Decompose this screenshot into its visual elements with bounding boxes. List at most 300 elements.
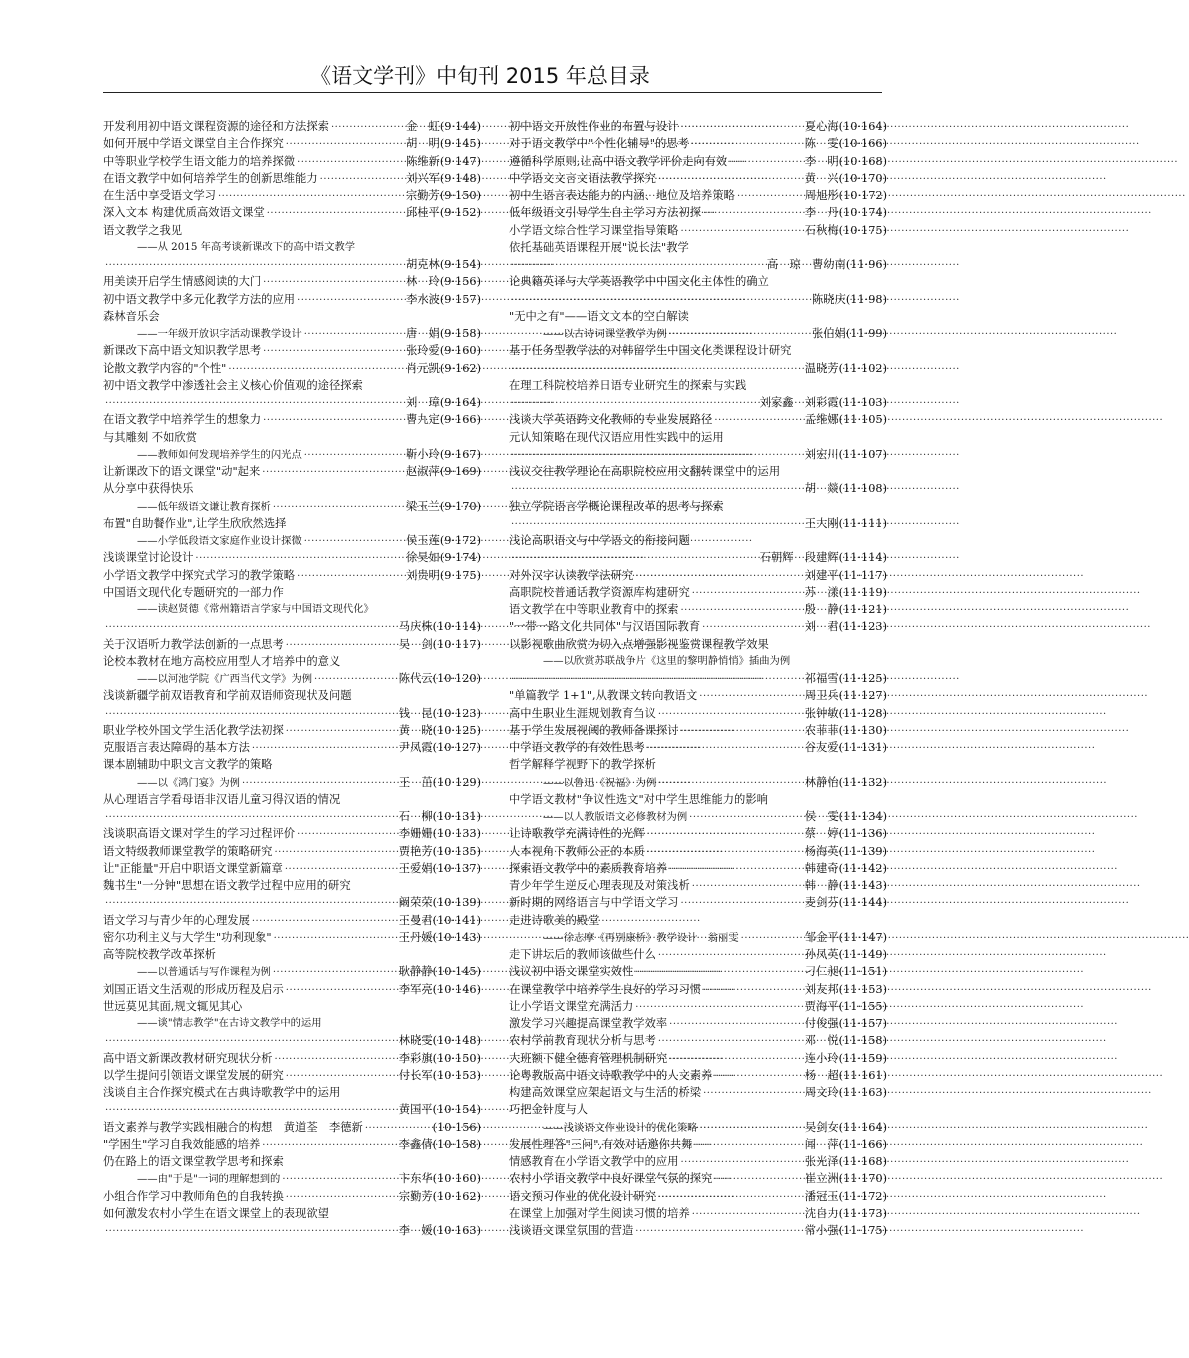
toc-entry (509, 1222, 887, 1239)
toc-entry (509, 618, 887, 635)
toc-leader-dots (697, 688, 804, 705)
toc-entry (103, 291, 481, 308)
toc-entry (509, 1050, 887, 1067)
toc-leader-dots (103, 1102, 399, 1119)
toc-entry-title: 初中语文教学中渗透社会主义核心价值观的途径探索 (103, 378, 363, 392)
toc-entry (509, 567, 887, 584)
toc-entry-title: 如何激发农村小学生在语文课堂上的表现欲望 (103, 1206, 329, 1220)
toc-entry-title: 巧把金针度与人 (509, 1103, 589, 1117)
toc-entry-author-page: 徐昊如(9·174) (405, 551, 481, 565)
toc-title-line (103, 653, 481, 670)
toc-entry-author-page: 赵淑萍(9·169) (405, 465, 481, 478)
toc-title-line (103, 1084, 481, 1101)
toc-entry-title: 如何开展中学语文课堂自主合作探究 (103, 137, 284, 151)
toc-entry-title: ——以古诗词课堂教学为例 (543, 328, 667, 340)
toc-entry-author-page: 刘家鑫 刘彩霞(11·103) (759, 396, 887, 409)
toc-entry-title: 小组合作学习中教师角色的自我转换 (103, 1189, 284, 1203)
toc-entry-author-page: 刘友邦(11·153) (804, 982, 887, 996)
toc-entry-title: 高中语文新课改教材研究现状分析 (103, 1051, 273, 1065)
toc-entry (103, 1136, 481, 1153)
toc-entry (509, 929, 887, 946)
toc-leader-dots (103, 1033, 399, 1050)
toc-entry (509, 739, 887, 756)
toc-title-line (103, 480, 481, 497)
toc-author-line (509, 394, 887, 411)
toc-entry-author-page: 苏 漾(11·119) (804, 585, 887, 599)
toc-entry-title: 魏书生"一分钟"思想在语文教学过程中应用的研究 (103, 879, 351, 892)
toc-entry-title: 中等职业学校学生语文能力的培养探微 (103, 154, 296, 168)
toc-entry-author-page: 李鑫倩(10·158) (398, 1137, 481, 1151)
toc-author-line (509, 515, 887, 532)
toc-entry-title: 基于任务型教学法的对韩留学生中国文化类课程设计研究 (509, 344, 792, 358)
toc-entry-author-page: 宗勤芳(9·150) (405, 189, 481, 202)
toc-leader-dots (656, 947, 805, 964)
toc-entry (509, 894, 887, 911)
toc-entry-title: 在课堂教学中培养学生良好的学习习惯 (509, 982, 702, 996)
toc-entry-author-page: 李彩旗(10·150) (398, 1051, 481, 1065)
toc-title-line (509, 791, 887, 808)
toc-entry (509, 705, 887, 722)
toc-entry (103, 170, 481, 187)
toc-entry (103, 411, 481, 428)
toc-leader-dots (509, 550, 760, 567)
toc-entry-author-page: 吴 剑(10·117) (398, 637, 481, 651)
toc-leader-dots (261, 343, 406, 360)
toc-title-line (509, 532, 887, 549)
toc-subtitle-line (509, 653, 887, 670)
toc-entry (103, 549, 481, 566)
toc-entry (509, 170, 887, 187)
toc-entry-author-page: 李 媛(10·163) (398, 1224, 481, 1237)
toc-entry-title: 初中语文教学中多元化教学方法的应用 (103, 292, 296, 306)
toc-entry-title: 让"正能量"开启中职语文课堂新篇章 (103, 861, 283, 875)
toc-entry (509, 601, 887, 618)
toc-entry (103, 360, 481, 377)
toc-entry (103, 825, 481, 842)
toc-entry-author-page: 陈 雯(10·166) (804, 137, 887, 151)
toc-column-right (509, 118, 887, 1239)
toc-entry-author-page: 肖元凯(9·162) (405, 361, 481, 375)
toc-entry-author-page: 胡克林(9·154) (405, 258, 481, 271)
toc-entry (103, 843, 481, 860)
toc-entry-author-page: 吴剑女(11·164) (804, 1120, 887, 1134)
toc-title-line (103, 377, 481, 394)
toc-entry-author-page: 农菲菲(11·130) (804, 723, 887, 737)
toc-subtitle-line (103, 1015, 481, 1032)
toc-entry-author-page: 林 玲(9·156) (405, 275, 481, 289)
toc-entry-author-page: 闻 萍(11·166) (804, 1137, 887, 1151)
toc-entry-author-page: 常小强(11·175) (804, 1224, 887, 1237)
toc-leader-dots (302, 447, 406, 464)
toc-title-line (509, 756, 887, 773)
toc-leader-dots (265, 205, 406, 222)
toc-entry (509, 998, 887, 1015)
toc-entry-title: 低年级语文引导学生自主学习方法初探 (509, 206, 702, 220)
toc-entry-title: 中学语文文言文语法教学探究 (509, 171, 656, 185)
toc-title-line (103, 584, 481, 601)
toc-leader-dots (667, 1016, 805, 1033)
toc-entry-author-page: 石秋梅(10·175) (804, 223, 887, 237)
toc-entry (103, 670, 481, 687)
toc-entry-title: ——以人教版语文必修教材为例 (543, 811, 688, 823)
toc-entry (103, 1050, 481, 1067)
toc-leader-dots (295, 568, 406, 585)
toc-entry (509, 1205, 887, 1222)
toc-entry-title: 与其雕刻 不如欣赏 (103, 430, 197, 444)
toc-leader-dots (260, 464, 406, 481)
toc-entry-title: 小学语文教学中探究式学习的教学策略 (103, 568, 296, 582)
toc-entry (509, 1119, 887, 1136)
toc-entry (103, 135, 481, 152)
toc-entry-title: ——从 2015 年高考谈新课改下的高中语文教学 (137, 240, 356, 253)
toc-leader-dots (656, 1189, 805, 1206)
toc-leader-dots (656, 171, 805, 188)
toc-entry-author-page: 刁仁昶(11·151) (804, 965, 887, 979)
toc-leader-dots (678, 1154, 804, 1171)
toc-leader-dots (261, 274, 406, 291)
toc-entry (509, 1067, 887, 1084)
toc-entry-title: 深入文本 构建优质高效语文课堂 (103, 206, 265, 220)
toc-entry (509, 153, 887, 170)
toc-entry-title: 依托基础英语课程开展"说长法"教学 (509, 240, 689, 254)
toc-leader-dots (103, 895, 399, 912)
toc-entry-author-page: 贾艳芳(10·135) (398, 844, 481, 858)
toc-title-line (509, 429, 887, 446)
toc-leader-dots (712, 412, 804, 429)
toc-entry-title: 让新课改下的语文课堂"动"起来 (103, 465, 261, 478)
toc-entry-title: 走进诗歌美的殿堂 (509, 913, 600, 927)
toc-leader-dots (193, 550, 406, 567)
toc-entry-author-page: 刘 璋(9·164) (405, 396, 481, 409)
toc-entry-title: 论校本教材在地方高校应用型人才培养中的意义 (103, 654, 341, 668)
toc-leader-dots (284, 136, 406, 153)
toc-leader-dots (678, 223, 804, 240)
toc-entry (103, 325, 481, 342)
toc-entry-author-page: 邓 悦(11·158) (804, 1034, 887, 1048)
toc-entry-title: 论粤教版高中语文诗歌教学中的人文素养 (509, 1068, 713, 1082)
toc-entry-author-page: 曹九定(9·166) (405, 413, 481, 427)
toc-entry (509, 1015, 887, 1032)
toc-entry-title: 浅谈职高语文课对学生的学习过程评价 (103, 827, 296, 841)
toc-leader-dots (103, 257, 406, 274)
toc-entry-title: 让小学语文课堂充满活力 (509, 999, 634, 1013)
toc-title-line (509, 273, 887, 290)
toc-author-line (509, 480, 887, 497)
toc-leader-dots (363, 1120, 433, 1137)
toc-entry-title: 情感教育在小学语文教学中的应用 (509, 1155, 679, 1168)
toc-entry-title: 语文学习与青少年的心理发展 (103, 913, 250, 927)
toc-title-line (509, 239, 887, 256)
toc-entry-title: 在语文教学中如何培养学生的创新思维能力 (103, 171, 318, 185)
toc-entry (509, 1032, 887, 1049)
toc-entry-author-page: 沈自力(11·173) (804, 1206, 887, 1220)
toc-author-line (103, 1032, 481, 1049)
toc-leader-dots (690, 878, 805, 895)
toc-leader-dots (656, 775, 805, 792)
toc-entry-title: 布置"自助餐作业",让学生欣欣然选择 (103, 516, 287, 530)
toc-entry-title: 开发利用初中语文课程资源的途径和方法探索 (103, 120, 329, 133)
toc-leader-dots (667, 861, 805, 878)
toc-leader-dots (633, 568, 804, 585)
toc-entry-title: 初中生语言表达能力的内涵、地位及培养策略 (509, 189, 735, 202)
toc-entry-author-page: 李水波(9·157) (405, 292, 481, 306)
toc-leader-dots (509, 516, 805, 533)
toc-leader-dots (329, 119, 406, 136)
toc-entry-author-page: 石朝辉 段建辉(11·114) (759, 551, 887, 565)
toc-entry-author-page: 卞东华(10·160) (398, 1172, 481, 1186)
toc-entry (509, 1084, 887, 1101)
toc-author-line (103, 894, 481, 911)
toc-entry-title: 语文教学之我见 (103, 223, 183, 237)
toc-leader-dots (645, 826, 805, 843)
toc-entry-title: 高职院校普通话教学资源库构建研究 (509, 585, 690, 599)
toc-leader-dots (739, 930, 805, 947)
toc-column-left (103, 118, 481, 1239)
toc-leader-dots (701, 205, 805, 222)
toc-leader-dots (678, 602, 804, 619)
toc-entry (509, 325, 887, 342)
toc-title-line (103, 687, 481, 704)
toc-entry-title: "一带一路文化共同体"与汉语国际教育 (509, 620, 701, 634)
toc-entry-author-page: 付长军(10·153) (398, 1068, 481, 1082)
toc-title-line (103, 429, 481, 446)
toc-entry-author-page: 祁福雪(11·125) (804, 672, 887, 685)
toc-entry-author-page: 金 虹(9·144) (405, 120, 481, 133)
toc-leader-dots (656, 706, 805, 723)
toc-entry-title: 以学生提问引领语文课堂发展的研究 (103, 1068, 284, 1082)
toc-title-line (103, 1205, 481, 1222)
toc-title-line (509, 342, 887, 359)
toc-entry (509, 808, 887, 825)
toc-leader-dots (712, 1171, 804, 1188)
toc-entry (103, 963, 481, 980)
toc-leader-dots (271, 964, 399, 981)
toc-leader-dots (509, 361, 805, 378)
toc-title-line (509, 308, 887, 325)
toc-leader-dots (284, 1189, 399, 1206)
toc-entry (103, 981, 481, 998)
toc-entry-title: 浅论高职语文与中学语文的衔接问题 (509, 534, 690, 547)
toc-entry-title: ——以《鸿门宴》为例 (137, 776, 240, 789)
toc-entry-title: 关于汉语听力教学法创新的一点思考 (103, 637, 284, 651)
toc-title-line (103, 515, 481, 532)
toc-leader-dots (678, 723, 804, 740)
toc-entry-title: ——以欣赏苏联战争片《这里的黎明静悄悄》插曲为例 (543, 654, 791, 667)
toc-entry-title: 对于语文教学中"个性化辅导"的思考 (509, 137, 689, 151)
toc-entry-author-page: 周卫兵(11·127) (804, 689, 887, 703)
toc-entry-author-page: 王丹媛(10·143) (398, 930, 481, 944)
toc-leader-dots (240, 775, 399, 792)
toc-author-line (509, 549, 887, 566)
toc-entry-author-page: 麦剑芬(11·144) (804, 896, 887, 910)
toc-leader-dots (678, 895, 804, 912)
toc-entry-title: 从分享中获得快乐 (103, 482, 194, 496)
toc-entry-title: 初中语文开放性作业的布置与设计 (509, 120, 679, 133)
toc-entry (103, 446, 481, 463)
toc-leader-dots (687, 809, 805, 826)
toc-leader-dots (509, 292, 812, 309)
toc-entry-author-page: 高 琼 曹幼南(11·96) (766, 258, 887, 271)
toc-entry (509, 411, 887, 428)
toc-entry (103, 929, 481, 946)
toc-entry-author-page: 刘宏川(11·107) (804, 447, 887, 461)
toc-entry-author-page: 连小玲(11·159) (804, 1051, 887, 1065)
toc-entry (103, 1067, 481, 1084)
toc-entry-author-page: 陈维新(9·147) (405, 154, 481, 168)
toc-entry-author-page: 周旭彤(10·172) (804, 189, 887, 202)
toc-entry (103, 774, 481, 791)
toc-entry-title: 元认知策略在现代汉语应用性实践中的运用 (509, 430, 724, 444)
toc-entry-title: ——浅谈语文作业设计的优化策略 (543, 1121, 698, 1134)
toc-title-line (509, 1101, 887, 1118)
toc-leader-dots (103, 395, 406, 412)
toc-leader-dots (667, 326, 812, 343)
toc-title-line (509, 912, 887, 929)
toc-leader-dots (250, 913, 399, 930)
toc-leader-dots (633, 964, 804, 981)
toc-entry-title: 高等院校教学改革探析 (103, 948, 216, 961)
toc-title-line (103, 998, 481, 1015)
toc-entry-title: 基于学生发展视阈的教师备课探讨 (509, 723, 679, 737)
toc-entry-author-page: 潘冠玉(11·172) (804, 1189, 887, 1203)
toc-leader-dots (103, 809, 399, 826)
toc-entry (103, 204, 481, 221)
toc-entry-author-page: 邹金平(11·147) (804, 930, 887, 944)
toc-entry-title: 探索语文教学中的素质教育培养 (509, 861, 668, 875)
toc-entry (509, 722, 887, 739)
toc-leader-dots (701, 982, 805, 999)
toc-leader-dots (697, 1120, 804, 1137)
toc-entry (509, 1170, 887, 1187)
toc-entry-author-page: 石 柳(10·131) (398, 810, 481, 823)
toc-leader-dots (509, 395, 760, 412)
toc-author-line (103, 1222, 481, 1239)
toc-leader-dots (103, 1223, 399, 1240)
toc-entry-title: 遵循科学原则,让高中语文教学评价走向有效 (509, 154, 728, 168)
toc-leader-dots (280, 1171, 398, 1188)
toc-entry-author-page: 张钟敏(11·128) (804, 706, 887, 720)
toc-entry (103, 722, 481, 739)
toc-leader-dots (284, 1068, 399, 1085)
toc-entry-author-page: 黄 兴(10·170) (804, 171, 887, 185)
toc-entry-title: 在生活中享受语文学习 (103, 189, 216, 202)
toc-title-line (103, 308, 481, 325)
toc-entry-title: "学困生"学习自我效能感的培养 (103, 1137, 261, 1151)
toc-entry-author-page: 韩建奇(11·142) (804, 861, 887, 875)
toc-leader-dots (260, 1137, 399, 1154)
toc-entry (509, 118, 887, 135)
toc-entry-author-page: 李姗姗(10·133) (398, 827, 481, 841)
toc-author-line (103, 705, 481, 722)
toc-entry-title: 课本剧辅助中职文言文教学的策略 (103, 758, 273, 772)
toc-entry-title: 在课堂上加强对学生阅读习惯的培养 (509, 1206, 690, 1220)
toc-entry-author-page: 李 明(10·168) (804, 154, 887, 168)
toc-entry-title: 人本视角下教师公正的本质 (509, 844, 645, 858)
toc-author-line (103, 394, 481, 411)
toc-leader-dots (295, 292, 406, 309)
toc-subtitle-line (103, 239, 481, 256)
toc-entry-title: 对外汉字认读教学法研究 (509, 568, 634, 582)
toc-entry-author-page: 杨 超(11·161) (804, 1068, 887, 1082)
toc-entry-title: 新时期的网络语言与中学语文学习 (509, 896, 679, 910)
toc-entry-author-page: 付俊强(11·157) (804, 1017, 887, 1030)
toc-entry-title: ——徐志摩《再别康桥》教学设计 翁丽雯 (543, 931, 739, 944)
toc-leader-dots (284, 982, 399, 999)
toc-entry-title: 在语文教学中培养学生的想象力 (103, 413, 262, 427)
toc-entry-title: 用美读开启学生情感阅读的大门 (103, 275, 262, 289)
toc-entry-title: 从心理语言学看母语非汉语儿童习得汉语的情况 (103, 792, 341, 806)
toc-entry-author-page: 谷友爱(11·131) (804, 741, 887, 754)
toc-entry (103, 1119, 481, 1136)
toc-entry-author-page: 王爱娟(10·137) (398, 861, 481, 875)
toc-leader-dots (509, 481, 805, 498)
toc-entry-title: 刘国正语文生活观的形成历程及启示 (103, 982, 284, 996)
toc-author-line (509, 670, 887, 687)
toc-author-line (103, 808, 481, 825)
toc-entry-title: 高中生职业生涯规划教育刍议 (509, 706, 656, 720)
toc-entry (509, 825, 887, 842)
toc-entry (509, 877, 887, 894)
toc-entry (509, 774, 887, 791)
toc-leader-dots (692, 1137, 804, 1154)
toc-entry-author-page: 尹凤霞(10·127) (398, 741, 481, 754)
toc-entry-author-page: 胡 明(9·145) (405, 137, 481, 151)
toc-entry-author-page: 刘兴军(9·148) (405, 171, 481, 185)
toc-entry-title: 论典籍英译与大学英语教学中中国文化主体性的确立 (509, 275, 769, 289)
toc-entry-title: 森林音乐会 (103, 309, 160, 323)
toc-entry-title: 新课改下高中语文知识教学思考 (103, 344, 262, 358)
toc-entry-title: 浅谈大学英语跨文化教师的专业发展路径 (509, 413, 713, 427)
toc-entry-title: 浅谈课堂讨论设计 (103, 551, 194, 565)
toc-author-line (509, 360, 887, 377)
toc-entry-author-page: 黄 晓(10·125) (398, 723, 481, 737)
toc-entry-author-page: 孟维娜(11·105) (804, 413, 887, 427)
toc-entry-title: 中国语文现代化专题研究的一部力作 (103, 585, 284, 599)
toc-entry-author-page: 崔立洲(11·170) (804, 1172, 887, 1186)
toc-entry-title: ——小学低段语文家庭作业设计探微 (137, 535, 302, 547)
toc-leader-dots (509, 447, 805, 464)
toc-author-line (509, 446, 887, 463)
title-rule (103, 92, 882, 93)
toc-entry-title: 中学语文教材"争议性选文"对中学生思维能力的影响 (509, 792, 768, 806)
toc-entry-title: ——以河池学院《广西当代文学》为例 (137, 673, 313, 685)
toc-entry-author-page: 陈晓庆(11·98) (811, 292, 887, 306)
toc-leader-dots (272, 930, 399, 947)
toc-leader-dots (272, 1051, 398, 1068)
toc-entry-title: 让诗歌教学充满诗性的光辉 (509, 827, 645, 841)
toc-entry-title: 激发学习兴趣提高课堂教学效率 (509, 1017, 668, 1030)
toc-entry-title: 语文预习作业的优化设计研究 (509, 1189, 656, 1203)
toc-leader-dots (689, 136, 805, 153)
toc-entry-title: 农村小学语文教学中良好课堂气氛的探究 (509, 1172, 713, 1186)
toc-author-line (103, 256, 481, 273)
toc-leader-dots (735, 188, 805, 205)
toc-entry (103, 463, 481, 480)
toc-entry (103, 187, 481, 204)
toc-entry-author-page: 李军亮(10·146) (398, 982, 481, 996)
page-title: 《语文学刊》中旬刊 2015 年总目录 (310, 64, 650, 88)
toc-title-line (103, 791, 481, 808)
toc-entry-title: 大班额下健全德育管理机制研究 (509, 1051, 668, 1065)
toc-entry-author-page: 钱 昆(10·123) (398, 706, 481, 720)
toc-title-line (509, 498, 887, 515)
toc-subtitle-line (103, 601, 481, 618)
toc-entry-author-page: 韩 静(11·143) (804, 879, 887, 892)
toc-entry-title: 青少年学生逆反心理表现及对策浅析 (509, 879, 690, 892)
toc-leader-dots (727, 154, 805, 171)
toc-entry-author-page: 马庆株(10·114) (398, 620, 481, 634)
toc-entry (509, 860, 887, 877)
